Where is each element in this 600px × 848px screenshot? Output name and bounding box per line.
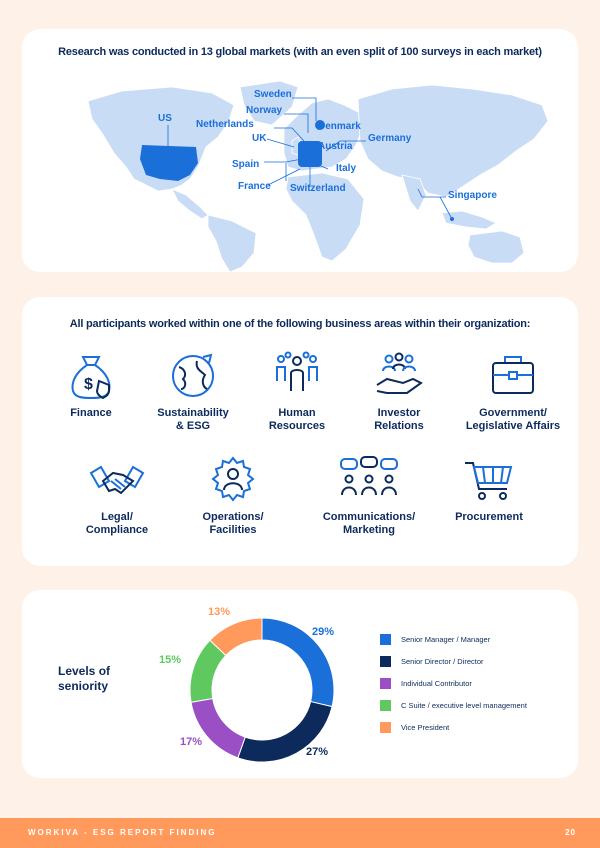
area-legal xyxy=(62,455,172,537)
areas-title: All participants worked within one of the following business areas within their organization: xyxy=(69,318,531,330)
pct-label-csuite: 15% xyxy=(159,654,182,666)
market-label-denmark: Denmark xyxy=(318,121,361,132)
market-label-switzerland: Switzerland xyxy=(290,183,346,194)
pct-label-director: 27% xyxy=(306,746,329,758)
market-label-singapore: Singapore xyxy=(448,190,497,201)
area-government xyxy=(458,351,568,433)
legend-item xyxy=(380,716,527,738)
area-operations xyxy=(178,455,288,537)
map-south-america xyxy=(208,215,256,272)
area-label: Finance xyxy=(70,407,112,419)
handshake-icon xyxy=(89,455,145,505)
area-label: Legal/ Compliance xyxy=(85,511,149,536)
market-label-spain: Spain xyxy=(232,159,260,170)
business-areas-card xyxy=(22,297,578,566)
pct-label-vp: 13% xyxy=(208,606,231,618)
map-central-america xyxy=(172,189,208,219)
legend-item xyxy=(380,672,527,694)
donut-inner-ring xyxy=(224,652,300,728)
area-human-resources xyxy=(242,351,352,433)
markets-map-card xyxy=(22,29,578,272)
money-bag-icon xyxy=(65,351,117,401)
market-label-norway: Norway xyxy=(246,105,283,116)
pct-label-manager: 29% xyxy=(312,626,335,638)
legend-item xyxy=(380,650,527,672)
legend-label: Vice President xyxy=(401,722,450,732)
area-label: Procurement xyxy=(455,511,523,523)
legend-swatch xyxy=(380,656,391,667)
globe-leaf-icon xyxy=(167,351,219,401)
area-finance xyxy=(36,351,146,420)
area-investor-relations xyxy=(344,351,454,433)
market-label-uk: UK xyxy=(252,133,267,144)
page-footer xyxy=(0,818,600,848)
area-label: Investor Relations xyxy=(374,407,424,432)
legend-label: Senior Director / Director xyxy=(401,656,484,666)
world-map xyxy=(22,29,578,272)
shopping-cart-icon xyxy=(463,455,515,505)
legend-swatch xyxy=(380,634,391,645)
map-australia xyxy=(468,231,524,263)
legend-swatch xyxy=(380,678,391,689)
legend-label: Senior Manager / Manager xyxy=(401,634,491,644)
footer-title: WORKIVA - ESG REPORT FINDING xyxy=(28,828,217,837)
page-number: 20 xyxy=(565,828,576,837)
legend-label: C Suite / executive level management xyxy=(401,700,527,710)
area-label: Operations/ Facilities xyxy=(202,511,264,536)
svg-text:$: $ xyxy=(84,376,93,393)
legend-label: Individual Contributor xyxy=(401,678,472,688)
market-label-netherlands: Netherlands xyxy=(196,119,254,130)
people-group-icon xyxy=(271,351,323,401)
legend-item xyxy=(380,628,527,650)
pct-label-individual: 17% xyxy=(180,736,203,748)
area-procurement xyxy=(434,455,544,524)
market-label-france: France xyxy=(238,181,271,192)
seniority-card xyxy=(22,590,578,778)
legend-swatch xyxy=(380,700,391,711)
briefcase-icon xyxy=(487,351,539,401)
map-title: Research was conducted in 13 global markets (with an even split of 100 surveys in each market) xyxy=(58,46,542,58)
market-label-italy: Italy xyxy=(336,163,357,174)
market-label-germany: Germany xyxy=(368,133,412,144)
seniority-title: Levels of seniority xyxy=(58,664,111,693)
area-label: Government/ Legislative Affairs xyxy=(465,407,561,432)
hand-people-icon xyxy=(373,351,425,401)
area-label: Sustainability & ESG xyxy=(157,407,229,432)
legend-item xyxy=(380,694,527,716)
market-label-sweden: Sweden xyxy=(254,89,292,100)
gear-person-icon xyxy=(207,455,259,505)
area-sustainability xyxy=(138,351,248,433)
map-indonesia xyxy=(442,211,496,229)
chat-people-icon xyxy=(339,455,399,505)
market-label-us: US xyxy=(158,113,172,124)
legend-swatch xyxy=(380,722,391,733)
market-label-austria: Austria xyxy=(318,141,353,152)
area-communications xyxy=(314,455,424,537)
area-label: Human Resources xyxy=(268,407,326,432)
area-label: Communications/ Marketing xyxy=(322,511,416,536)
seniority-legend xyxy=(380,628,527,738)
